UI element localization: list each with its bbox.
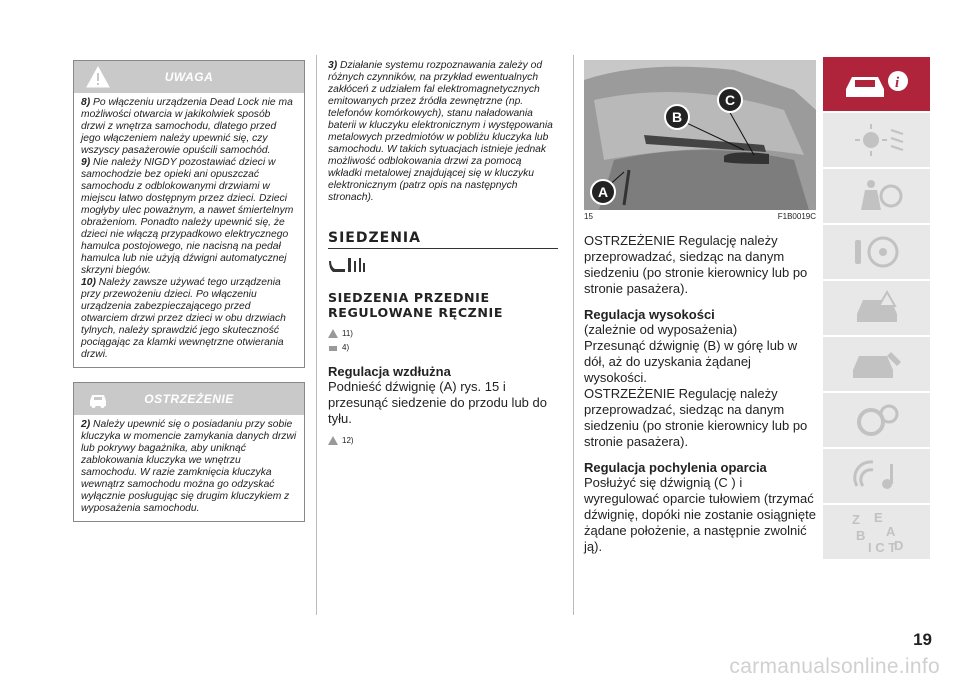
- caution-reference: [328, 340, 558, 354]
- figure-code: F1B0019C: [777, 212, 816, 221]
- callout-a: A: [590, 179, 616, 205]
- svg-text:i: i: [894, 75, 899, 91]
- paragraph-text: Należy upewnić się o posiadaniu przy sobie kluczyka w momencie zamykania danych drzwi lub pokrywy bagażnika, aby uniknąć zablokowania kluczyka we wnętrzu samochodu. W razie zamknięcia kluczyka wewnątrz samochodu można go odzyskać wyłącznie posługując się drugim kluczykiem z wyposażenia samochodu.: [81, 419, 297, 514]
- car-caution-icon: [328, 343, 338, 352]
- tab-car-info[interactable]: [823, 57, 930, 113]
- subsection-title: SIEDZENIA PRZEDNIE REGULOWANE RĘCZNIE: [328, 290, 504, 320]
- callout-c: C: [717, 87, 743, 113]
- warning-triangle-icon: [328, 329, 338, 338]
- paragraph-number: 8): [81, 97, 91, 108]
- caution-box-body: [74, 415, 304, 521]
- car-info-icon: [842, 67, 912, 101]
- page-number: 19: [913, 630, 932, 649]
- caution-box-title: OSTRZEŻENIE: [144, 392, 234, 406]
- paragraph-text: Nie należy NIGDY pozostawiać dzieci w samochodzie bez opieki ani opuszczać samochodu z odblokowanymi drzwiami w miejscu łatwo dostępnym przez dzieci. Dzieci mogłyby ulec poważnym, a nawet śmiertelnym obrażeniom. Ponadto należy upewnić się, że dzieci nie włączą przypadkowo elektrycznego hamulca postojowego, nie nacisną na pedał hamulca lub nie użyją dźwigni automatycznej skrzyni biegów.: [81, 157, 294, 276]
- backrest-adjust-heading: Regulacja pochylenia oparcia: [584, 460, 767, 475]
- svg-text:D: D: [893, 538, 903, 553]
- dashboard-lights-icon: [847, 120, 907, 160]
- tab-emergency[interactable]: [823, 281, 930, 337]
- caution-box: [73, 382, 305, 522]
- callout-b: B: [664, 104, 690, 130]
- watermark: carmanualsonline.info: [729, 655, 940, 678]
- warning-triangle-icon: [328, 436, 338, 445]
- warning-refs: [328, 326, 558, 354]
- tab-index[interactable]: [823, 505, 930, 561]
- section-title: SIEDZENIA: [328, 230, 421, 246]
- reference-label: 4): [342, 342, 350, 352]
- note-number: 3): [328, 60, 338, 71]
- height-adjust-note: (zależnie od wyposażenia): [584, 322, 738, 337]
- warning-paragraph: [81, 277, 297, 361]
- warning-reference: [328, 433, 558, 447]
- caution-box-header: [74, 383, 304, 415]
- svg-text:A: A: [885, 524, 895, 539]
- column-divider: [573, 55, 574, 615]
- technical-data-icon: [847, 400, 907, 440]
- note-text: Działanie systemu rozpoznawania zależy od różnych czynników, na przykład ewentualnych zakłóceń z udziałem fal elektromagnetycznych emitowanych przez źródła zewnętrzne (np. telefonów komórkowych), stanu naładowania baterii w kluczyku elektronicznym i występowania metalowych przedmiotów w pobliżu kluczyka lub samochodu. W takich sytuacjach istnieje jednak możliwość odblokowania drzwi za pomocą wkładki metalowej znajdującej się w kluczyku elektronicznym (patrz opis na następnych stronach).: [328, 60, 553, 203]
- seat-figure: [584, 60, 816, 210]
- maintenance-icon: [847, 344, 907, 384]
- paragraph-number: 10): [81, 277, 96, 288]
- figure-caption: [584, 212, 816, 221]
- paragraph-number: 2): [81, 419, 91, 430]
- paragraph-number: 9): [81, 157, 91, 168]
- reference-label: 12): [342, 435, 354, 445]
- tab-safety[interactable]: [823, 169, 930, 225]
- tab-dashboard-lights[interactable]: [823, 113, 930, 169]
- warning-box-body: [74, 93, 304, 367]
- starting-driving-icon: [847, 232, 907, 272]
- right-column: [584, 60, 816, 555]
- section-rule: [328, 248, 558, 249]
- caution-text: OSTRZEŻENIE Regulację należy przeprowadzać, siedząc na danym siedzeniu (po stronie kierownicy lub po stronie pasażera).: [584, 233, 808, 296]
- emergency-icon: [847, 288, 907, 328]
- paragraph-text: Po włączeniu urządzenia Dead Lock nie ma możliwości otwarcia w jakikolwiek sposób drzwi z wnętrza samochodu, dlatego przed jego włączeniem należy upewnić się, czy wszyscy pasażerowie opuścili samochód.: [81, 97, 293, 156]
- caution-paragraph: [81, 419, 297, 515]
- reference-label: 11): [342, 328, 353, 338]
- svg-text:B: B: [855, 528, 865, 543]
- multimedia-icon: [847, 456, 907, 496]
- warning-box: [73, 60, 305, 368]
- warning-paragraph: [81, 157, 297, 277]
- warning-paragraph: [81, 97, 297, 157]
- tab-technical-data[interactable]: [823, 393, 930, 449]
- tab-maintenance[interactable]: [823, 337, 930, 393]
- warning-reference: [328, 326, 558, 340]
- warning-box-title: UWAGA: [164, 70, 214, 84]
- length-adjust-heading: Regulacja wzdłużna: [328, 364, 451, 379]
- caution-text: OSTRZEŻENIE Regulację należy przeprowadzać, siedząc na danym siedzeniu (po stronie kierownicy lub po stronie pasażera).: [584, 386, 808, 449]
- note-paragraph: [328, 60, 558, 204]
- tab-multimedia[interactable]: [823, 449, 930, 505]
- height-adjust-heading: Regulacja wysokości: [584, 307, 715, 322]
- middle-column: [328, 60, 558, 447]
- svg-text:E: E: [873, 510, 883, 525]
- warning-box-header: [74, 61, 304, 93]
- height-adjust-text: Przesunąć dźwignię (B) w górę lub w dół, aż do uzyskania żądanej wysokości.: [584, 338, 798, 385]
- chapter-tabs: [823, 57, 930, 561]
- length-adjust-text: Podnieść dźwignię (A) rys. 15 i przesunąć siedzenie do przodu lub do tyłu.: [328, 379, 547, 426]
- figure-number: 15: [584, 212, 593, 221]
- svg-text:Z: Z: [851, 512, 860, 527]
- backrest-adjust-text: Posłużyć się dźwignią (C ) i wyregulować oparcie tułowiem (trzymać dźwignię, dopóki nie zostanie osiągnięte żądane położenie, a następnie zwolnić ją).: [584, 475, 816, 554]
- paragraph-text: Należy zawsze używać tego urządzenia przy przewożeniu dzieci. Po włączeniu urządzenia zabezpieczającego przed otwarciem drzwi przez dzieci w obu drzwiach tylnych, należy sprawdzić jego skuteczność pociągając za klamki wewnętrzne otwierania drzwi.: [81, 277, 286, 360]
- seat-illustration: [584, 60, 816, 210]
- tab-starting-driving[interactable]: [823, 225, 930, 281]
- seat-adjust-icon: [328, 255, 368, 277]
- svg-text:I C T: I C T: [867, 540, 896, 554]
- left-column: [73, 60, 305, 522]
- safety-airbag-icon: [847, 176, 907, 216]
- column-divider: [316, 55, 317, 615]
- index-icon: [842, 510, 912, 554]
